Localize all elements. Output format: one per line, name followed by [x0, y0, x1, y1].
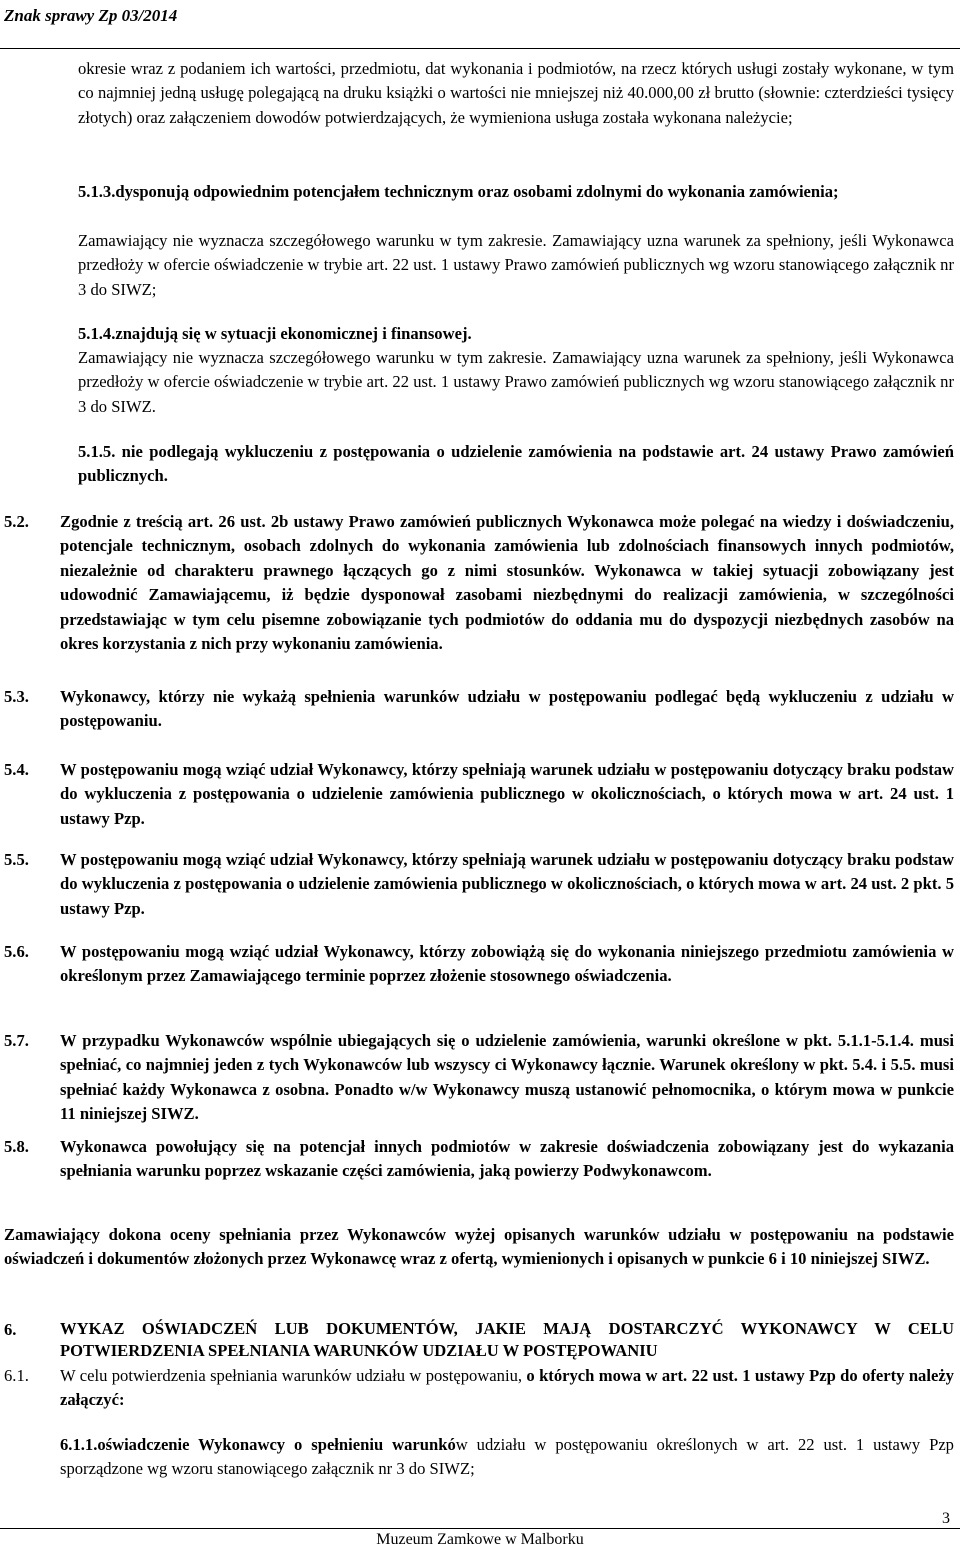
continuation-paragraph: okresie wraz z podaniem ich wartości, przedmiotu, dat wykonania i podmiotów, na rzecz których usługi zostały wykonane, w tym co najmniej jedną usługę polegającą na druku książki o wartości nie mniejszej niż 40.000,00 zł brutto (słownie: czterdzieści tysięcy złotych) oraz załączeniem dowodów potwierdzających, że wymieniona usługa została wykonana należycie; — [78, 59, 954, 127]
section-5-5-text: W postępowaniu mogą wziąć udział Wykonawcy, którzy spełniają warunek udziału w postępowaniu dotyczący braku podstaw do wykluczenia z postępowania o udzielenie zamówienia publicznego w okolicznościach, o których mowa w art. 24 ust. 2 pkt. 5 ustawy Pzp. — [60, 850, 954, 918]
closing-paragraph: Zamawiający dokona oceny spełniania przez Wykonawców wyżej opisanych warunków udziału w postępowaniu na podstawie oświadczeń i dokumentów złożonych przez Wykonawcę wraz z ofertą, wymienionych i opisanych w punkcie 6 i 10 niniejszej SIWZ. — [4, 1225, 954, 1269]
section-5-4-text: W postępowaniu mogą wziąć udział Wykonawcy, którzy spełniają warunek udziału w postępowaniu dotyczący braku podstaw do wykluczenia z postępowania o udzielenie zamówienia publicznego w okolicznościach, o których mowa w art. 24 ust. 1 ustawy Pzp. — [60, 760, 954, 828]
section-5-6-text: W postępowaniu mogą wziąć udział Wykonawcy, którzy zobowiążą się do wykonania niniejszego przedmiotu zamówienia w określonym przez Zamawiającego terminie poprzez złożenie stosownego oświadczenia. — [60, 942, 954, 986]
section-5-3-text: Wykonawcy, którzy nie wykażą spełnienia warunków udziału w postępowaniu podlegać będą wykluczeniu z udziału w postępowaniu. — [60, 687, 954, 731]
section-5-4-number: 5.4. — [4, 760, 29, 779]
section-6-1-text-bold: o których mowa w art. 22 ust. 1 ustawy Pzp do oferty należy załączyć: — [60, 1366, 954, 1410]
section-5-2-text: Zgodnie z treścią art. 26 ust. 2b ustawy Prawo zamówień publicznych Wykonawca może polegać na wiedzy i doświadczeniu, potencjale technicznym, osobach zdolnych do wykonania zamówienia lub zdolnościach finansowych innych podmiotów, niezależnie od charakteru prawnego łączących go z nimi stosunków. Wykonawca w takiej sytuacji zobowiązany jest udowodnić Zamawiającemu, iż będzie dysponował zasobami niezbędnymi do realizacji zamówienia, w szczególności przedstawiając w tym celu pisemne zobowiązanie tych podmiotów do oddania mu do dyspozycji niezbędnych zasobów na okres korzystania z nich przy wykonaniu zamówienia. — [60, 512, 954, 654]
section-5-1-3-heading: 5.1.3.dysponują odpowiednim potencjałem technicznym oraz osobami zdolnymi do wykonania zamówienia; — [78, 182, 839, 201]
section-5-7-text: W przypadku Wykonawców wspólnie ubiegających się o udzielenie zamówienia, warunki określone w pkt. 5.1.1-5.1.4. musi spełniać, co najmniej jeden z tych Wykonawców lub wszyscy ci Wykonawcy łącznie. Warunek określony w pkt. 5.4. i 5.5. musi spełniać każdy Wykonawca z osobna. Ponadto w/w Wykonawcy muszą ustanowić pełnomocnika, o którym mowa w punkcie 11 niniejszej SIWZ. — [60, 1031, 954, 1124]
section-5-5-number: 5.5. — [4, 850, 29, 869]
section-6-1-text-normal: W celu potwierdzenia spełniania warunków udziału w postępowaniu, — [60, 1366, 527, 1385]
document-header-title: Znak sprawy Zp 03/2014 — [4, 6, 178, 25]
section-5-1-5: 5.1.5. nie podlegają wykluczeniu z postępowania o udzielenie zamówienia na podstawie art. 24 ustawy Prawo zamówień publicznych. — [78, 442, 954, 486]
section-5-7-number: 5.7. — [4, 1031, 29, 1050]
section-5-2-number: 5.2. — [4, 512, 29, 531]
section-5-3-number: 5.3. — [4, 687, 29, 706]
section-5-8-number: 5.8. — [4, 1137, 29, 1156]
section-6-1-1-normal: w udziału w postępowaniu określonych w art. 22 ust. 1 ustawy Pzp sporządzone wg wzoru stanowiącego załącznik nr 3 do SIWZ; — [60, 1435, 954, 1479]
page-number: 3 — [942, 1510, 950, 1527]
section-5-8-text: Wykonawca powołujący się na potencjał innych podmiotów w zakresie doświadczenia zobowiązany jest do wykazania spełniania warunku poprzez wskazanie części zamówienia, jaką powierzy Podwykonawcom. — [60, 1137, 954, 1181]
section-5-1-4-heading: 5.1.4.znajdują się w sytuacji ekonomicznej i finansowej. — [78, 324, 472, 343]
section-5-1-3-body: Zamawiający nie wyznacza szczegółowego warunku w tym zakresie. Zamawiający uzna warunek za spełniony, jeśli Wykonawca przedłoży w ofercie oświadczenie w trybie art. 22 ust. 1 ustawy Prawo zamówień publicznych wg wzoru stanowiącego załącznik nr 3 do SIWZ; — [78, 231, 954, 299]
section-6-1-1 — [60, 1433, 954, 1482]
section-6-heading: WYKAZ OŚWIADCZEŃ LUB DOKUMENTÓW, JAKIE MAJĄ DOSTARCZYĆ WYKONAWCY W CELU POTWIERDZENIA SPEŁNIANIA WARUNKÓW UDZIAŁU W POSTĘPOWANIU — [60, 1319, 954, 1360]
section-6-1-number: 6.1. — [4, 1366, 29, 1385]
section-6-number: 6. — [4, 1320, 17, 1339]
section-5-1-4-body: Zamawiający nie wyznacza szczegółowego warunku w tym zakresie. Zamawiający uzna warunek za spełniony, jeśli Wykonawca przedłoży w ofercie oświadczenie w trybie art. 22 ust. 1 ustawy Prawo zamówień publicznych wg wzoru stanowiącego załącznik nr 3 do SIWZ. — [78, 348, 954, 416]
header-divider — [0, 48, 960, 49]
footer-text: Muzeum Zamkowe w Malborku — [376, 1531, 584, 1548]
section-5-6-number: 5.6. — [4, 942, 29, 961]
section-6-1-1-bold: 6.1.1.oświadczenie Wykonawcy o spełnieniu warunkó — [60, 1435, 456, 1454]
section-6-1-text — [60, 1364, 954, 1413]
footer-divider — [0, 1528, 960, 1529]
